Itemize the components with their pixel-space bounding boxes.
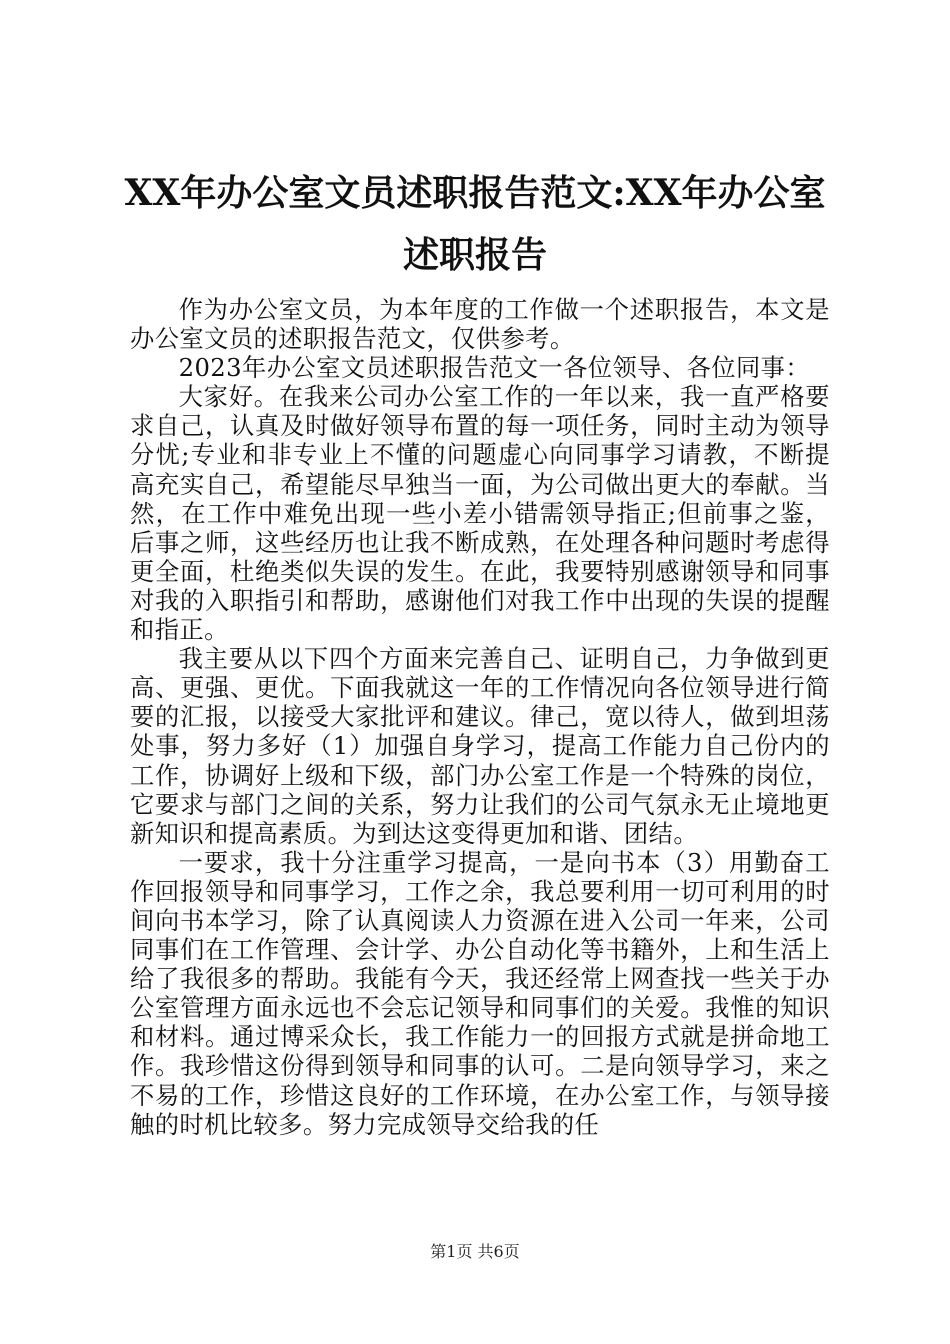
paragraph-study: 一要求，我十分注重学习提高，一是向书本（3）用勤奋工作回报领导和同事学习，工作之余，我总要利用一切可利用的时间向书本学习，除了认真阅读人力资源在进入公司一年来，公司同事们在工作管理、会计学、办公自动化等书籍外，上和生活上给了我很多的帮助。我能有今天，我还经常上网查找一些关于办公室管理方面永远也不会忘记领导和同事们的关爱。我惟的知识和材料。通过博采众长，我工作能力一的回报方式就是拼命地工作。我珍惜这份得到领导和同事的认可。二是向领导学习，来之不易的工作，珍惜这良好的工作环境，在办公室工作，与领导接触的时机比较多。努力完成领导交给我的任 — [130, 847, 830, 1139]
paragraph-intro: 作为办公室文员，为本年度的工作做一个述职报告，本文是办公室文员的述职报告范文，仅供参考。 — [130, 295, 830, 354]
paragraph-aspects: 我主要从以下四个方面来完善自己、证明自己，力争做到更高、更强、更优。下面我就这一年的工作情况向各位领导进行简要的汇报，以接受大家批评和建议。律己，宽以待人，做到坦荡处事，努力多好（1）加强自身学习，提高工作能力自己份内的工作，协调好上级和下级，部门办公室工作是一个特殊的岗位，它要求与部门之间的关系，努力让我们的公司气氛永无止境地更新知识和提高素质。为到达这变得更加和谐、团结。 — [130, 644, 830, 848]
document-title: XX年办公室文员述职报告范文:XX年办公室述职报告 — [124, 172, 826, 276]
page-number-footer: 第1页 共6页 — [430, 1242, 520, 1261]
paragraph-salutation: 2023年办公室文员述职报告范文一各位领导、各位同事： — [178, 353, 811, 383]
paragraph-greeting: 大家好。在我来公司办公室工作的一年以来，我一直严格要求自己，认真及时做好领导布置的每一项任务，同时主动为领导分忧;专业和非专业上不懂的问题虚心向同事学习请教，不断提高充实自己，希望能尽早独当一面，为公司做出更大的奉献。当然，在工作中难免出现一些小差小错需领导指正;但前事之鉴，后事之师，这些经历也让我不断成熟，在处理各种问题时考虑得更全面，杜绝类似失误的发生。在此，我要特别感谢领导和同事对我的入职指引和帮助，感谢他们对我工作中出现的失误的提醒和指正。 — [130, 382, 830, 645]
document-body — [130, 295, 830, 1139]
